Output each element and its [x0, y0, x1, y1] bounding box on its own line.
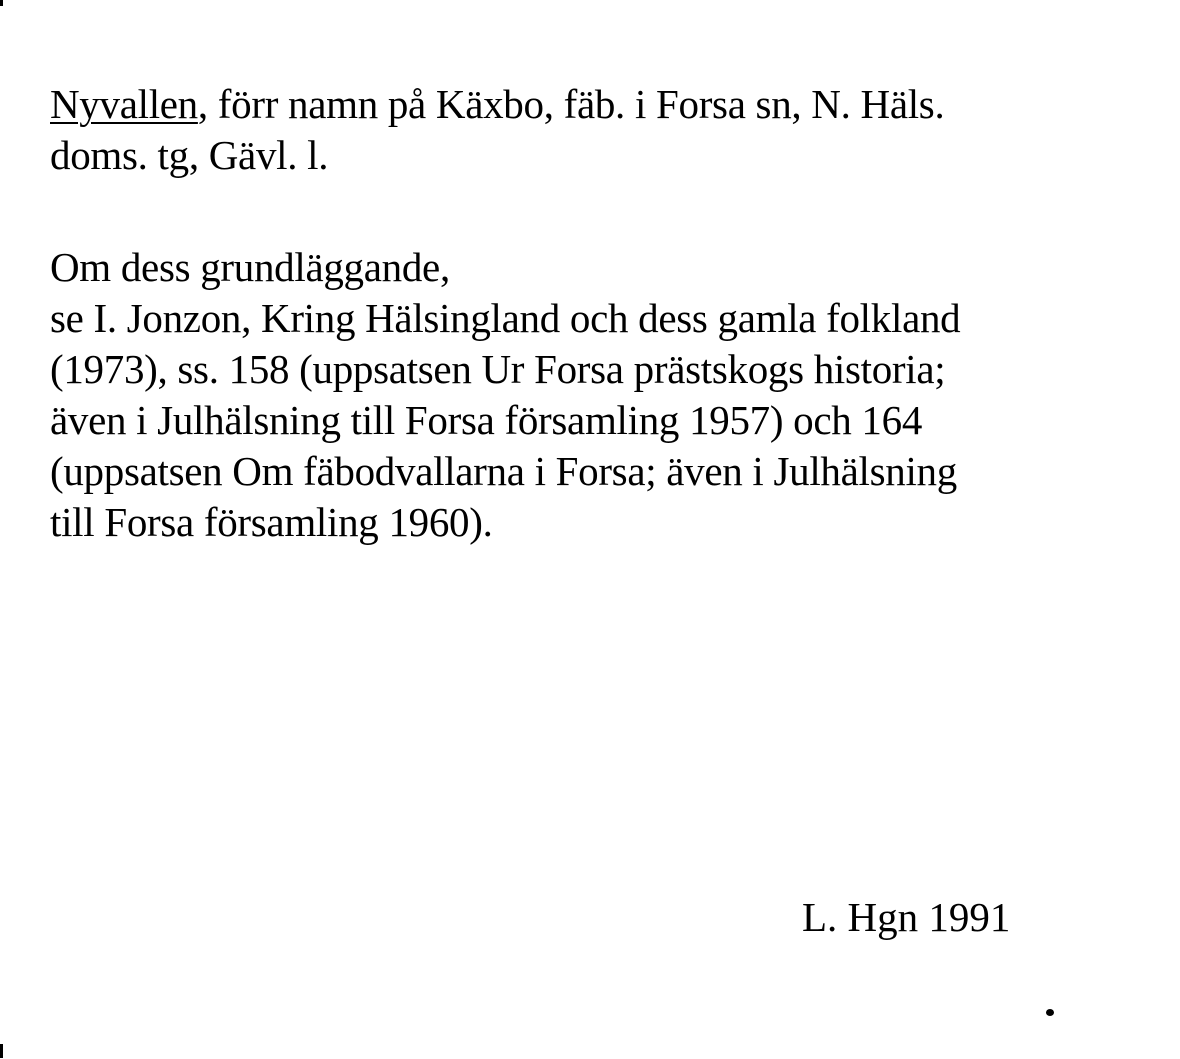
scan-edge-mark	[0, 0, 3, 6]
reference-paragraph	[50, 242, 960, 548]
entry-paragraph	[50, 79, 944, 181]
reference-line: (uppsatsen Om fäbodvallarna i Forsa; även i Julhälsning	[50, 448, 957, 494]
reference-line: Om dess grundläggande,	[50, 244, 450, 290]
reference-line: till Forsa församling 1960).	[50, 499, 493, 545]
scan-edge-mark	[0, 1044, 3, 1058]
ink-dot	[1046, 1009, 1054, 1016]
entry-line-1	[50, 79, 944, 130]
signature: L. Hgn 1991	[802, 894, 1011, 940]
headword: Nyvallen	[50, 81, 198, 127]
reference-line: se I. Jonzon, Kring Hälsingland och dess gamla folkland	[50, 295, 961, 341]
entry-line-1-rest: , förr namn på Käxbo, fäb. i Forsa sn, N. Häls.	[197, 81, 945, 127]
entry-line-2: doms. tg, Gävl. l.	[50, 132, 329, 178]
reference-line: (1973), ss. 158 (uppsatsen Ur Forsa prästskogs historia;	[50, 346, 946, 392]
reference-line: även i Julhälsning till Forsa församling 1957) och 164	[50, 397, 923, 443]
